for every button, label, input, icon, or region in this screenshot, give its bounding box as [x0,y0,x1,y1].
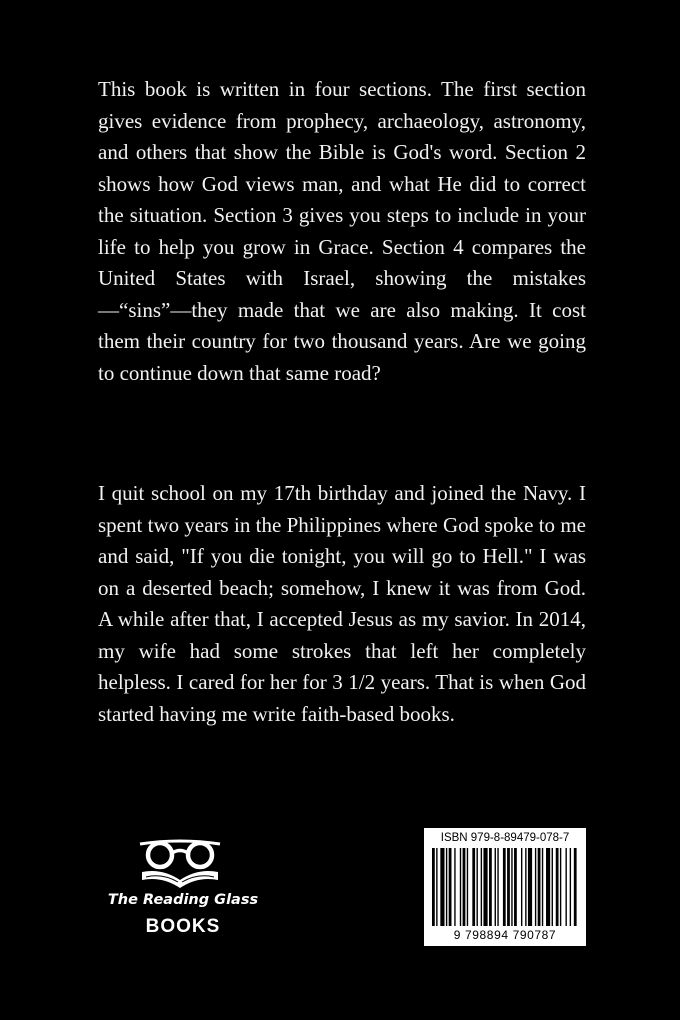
barcode-bar [446,848,447,926]
barcode-bar [454,848,455,926]
barcode-bar [449,848,452,926]
barcode-bar [472,848,475,926]
barcode-bar [467,848,468,926]
publisher-name-books: BOOKS [145,916,221,937]
barcode-bar [463,848,466,926]
author-bio-paragraph: I quit school on my 17th birthday and joined the Navy. I spent two years in the Philippines where God spoke to me and said, "If you die tonight, you will go to Hell." I was on a deserted beach; somehow, I knew it was from God. A while after that, I accepted Jesus as my savior. In 2014, my wife had some strokes that left her completely helpless. I cared for her for 3 1/2 years. That is when God started having me write faith-based books. [98,481,586,726]
barcode-bar [511,848,512,926]
barcode-bar [560,848,561,926]
isbn-label: ISBN 979-8-89479-078-7 [440,832,570,844]
barcode-digits: 9 798894 790787 [453,928,557,942]
barcode-bar [507,848,510,926]
publisher-name-script: The Reading Glass [107,892,259,908]
barcode-bar [546,848,550,926]
isbn-barcode [424,828,586,946]
barcode-bar [570,848,571,926]
publisher-logo [108,838,258,950]
barcode-bar [552,848,553,926]
barcode-bar [556,848,559,926]
barcode-bar [535,848,536,926]
barcode-bar [503,848,506,926]
description-paragraph: This book is written in four sections. The first section gives evidence from prophecy, archaeology, astronomy, and others that show the Bible is God's word. Section 2 shows how God views man, and what He did to correct the situation. Section 3 gives you steps to include in your life to help you grow in Grace. Section 4 compares the United States with Israel, showing the mistakes—“sins”—they made that we are also making. It cost them their country for two thousand years. Are we going to continue down that same road? [98,77,586,385]
open-book-icon [140,868,220,890]
barcode-bar [481,848,482,926]
barcode-bar [495,848,496,926]
barcode-bar [542,848,543,926]
barcode-bar [483,848,487,926]
barcode-bar [489,848,492,926]
barcode-bar [574,848,577,926]
glasses-icon [136,838,224,870]
barcode-bar [477,848,478,926]
barcode-bar [432,848,435,926]
barcode-bar [538,848,541,926]
barcode-bars [432,848,578,926]
barcode-bar [436,848,437,926]
barcode-bar [460,848,461,926]
barcode-bar [497,848,498,926]
barcode-bar [514,848,517,926]
barcode-bar [440,848,444,926]
barcode-bar [525,848,526,926]
barcode-bar [521,848,522,926]
barcode-bar [528,848,532,926]
barcode-bar [565,848,566,926]
